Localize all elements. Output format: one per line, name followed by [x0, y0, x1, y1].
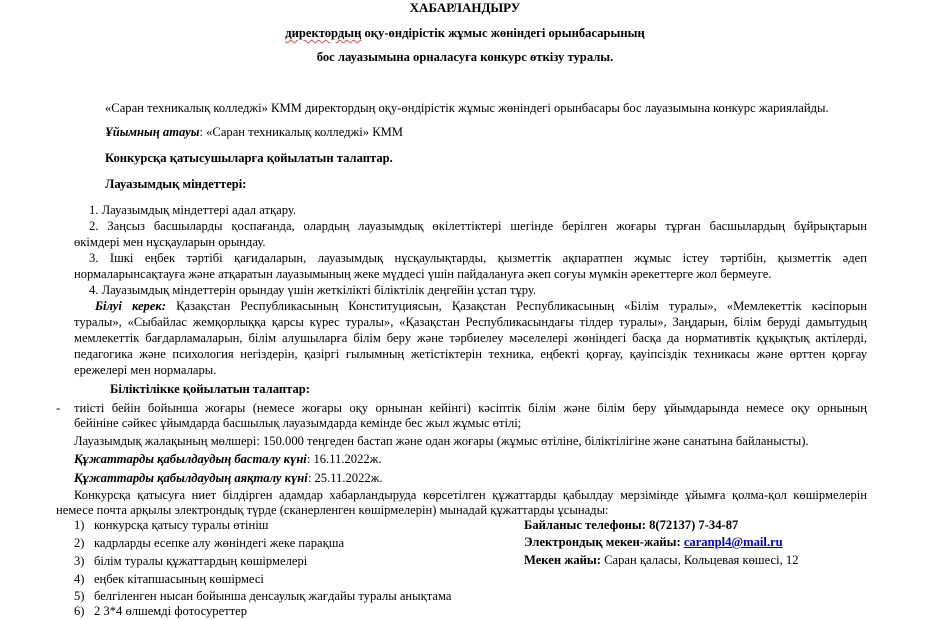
document-text: кадрларды есепке алу жөніндегі жеке парақша	[93, 536, 345, 550]
knowledge-line	[95, 299, 867, 314]
document-item	[74, 604, 247, 619]
announcement-subtitle-2: бос лауазымына орналасуға конкурс өткізу туралы.	[316, 50, 614, 64]
document-item	[74, 554, 307, 569]
knowledge-line: ережелері мен нормалары.	[74, 363, 217, 377]
document-text: белгіленген нысан бойынша денсаулық жағдайы туралы анықтама	[93, 589, 452, 603]
duty-text: Ішкі еңбек тәртібі қағидаларын, лауазымдық нұсқаулықтарды, қызметтік ақпаратпен жұмыс істеу тәртібін, қызметтік әдеп	[109, 251, 867, 265]
duty-item	[89, 219, 867, 234]
document-text: 2 3*4 өлшемді фотосуреттер	[93, 604, 248, 618]
org-line	[105, 125, 403, 140]
document-text: конкурсқа қатысу туралы өтініш	[93, 518, 269, 532]
org-value: : «Саран техникалық колледжі» КММ	[199, 125, 403, 139]
phone-label: Байланыс телефоны:	[524, 518, 646, 532]
duties-heading: Лауазымдық міндеттері:	[105, 177, 247, 191]
knowledge-line: педагогика және психология негіздерін, қазіргі ғылымның жетістіктерін техника, еңбекті қорғау, қауіпсіздік техникасы және өрттен қорғау	[74, 347, 867, 361]
requirements-heading: Конкурсқа қатысушыларға қойылатын талаптар.	[105, 151, 393, 165]
end-date-label: Құжаттарды қабылдаудың аяқталу күні	[74, 471, 308, 485]
intro-paragraph: «Саран техникалық колледжі» КММ директордың оқу-өндірістік жұмыс жөніндегі орынбасары бос лауазымына конкурс жариялайды.	[105, 101, 829, 115]
start-date-value: : 16.11.2022ж.	[306, 452, 382, 466]
document-number: 4)	[74, 572, 85, 586]
end-date-value: : 25.11.2022ж.	[307, 471, 383, 485]
document-item	[74, 518, 268, 533]
contact-email	[524, 535, 783, 550]
org-label: Ұйымның атауы	[105, 125, 200, 139]
announcement-title: ХАБАРЛАНДЫРУ	[409, 0, 521, 15]
document-number: 1)	[74, 518, 85, 532]
document-number: 5)	[74, 589, 85, 603]
address-value: Саран қаласы, Кольцевая көшесі, 12	[600, 553, 799, 567]
duty-text: Лауазымдық міндеттерін орындау үшін жеткілікті біліктілік деңгейін ұстап тұру.	[101, 283, 537, 297]
duty-number: 1.	[89, 203, 99, 217]
document-number: 6)	[74, 604, 85, 618]
announcement-subtitle-1	[0, 26, 930, 41]
document-text: білім туралы құжаттардың көшірмелері	[93, 554, 308, 568]
knowledge-line: мемлекеттік бағдарламаларын, білім алушыларға білім беру және тәрбиелеу мәселелері жөніндегі басқа да нормативтік құқықтық актілерді,	[74, 331, 867, 345]
duty-item	[89, 251, 867, 266]
contact-phone	[524, 518, 738, 533]
start-date-line	[74, 452, 382, 467]
duty-item	[89, 203, 296, 218]
duty-continuation: нормаларынсақтауға және атқаратын лауазымының жеке мүддесі үшін пайдалануға әкеп соғуы мүмкін әрекеттерге жол бермеуге.	[74, 267, 772, 281]
duty-text: Лауазымдық міндеттері адал атқару.	[101, 203, 297, 217]
qualification-text: тиісті бейін бойынша жоғары (немесе жоғары оқу орнынан кейінгі) кәсіптік білім және білім беру ұйымдарында немесе оқу орнының	[74, 401, 867, 415]
email-link[interactable]: caranpl4@mail.ru	[683, 535, 783, 549]
salary-line: Лауазымдық жалақының мөлшері: 150.000 теңгеден бастап және одан жоғары (жұмыс өтіліне, біліктілігіне және санатына байланысты).	[74, 434, 809, 448]
duty-number: 3.	[89, 251, 99, 265]
subtitle-rest: оқу-өндірістік жұмыс жөніндегі орынбасарының	[361, 26, 645, 40]
duty-number: 4.	[89, 283, 99, 297]
document-item	[74, 536, 344, 551]
duty-text: Заңсыз басшыларды қоспағанда, олардың лауазымдық өкілеттіктері шегінде берілген жоғары тұрған басшылардың бұйрықтарын	[107, 219, 867, 233]
contact-address	[524, 553, 799, 568]
qualification-heading: Біліктілікке қойылатын талаптар:	[110, 382, 310, 396]
submission-text: немесе почта арқылы электрондық түрде (сканерленген көшірмелерін) мынадай құжаттарды ұсынады:	[56, 503, 609, 517]
address-label: Мекен жайы:	[524, 553, 601, 567]
knowledge-line: туралы», «Сыбайлас жемқорлыққа қарсы күрес туралы», «Қазақстан Республикасындағы тілдер туралы», Заңдарын, білім беруді дамытудың	[74, 315, 867, 329]
phone-value: 8(72137) 7-34-87	[645, 518, 739, 532]
subtitle-word: директордың	[285, 26, 362, 40]
end-date-line	[74, 471, 383, 486]
submission-text: Конкурсқа қатысуға ниет білдірген адамдар хабарландыруда көрсетілген құжаттарды қабылдау мерзімінде ұйымға қолма-қол көшірмелерін	[74, 488, 867, 502]
document-text: еңбек кітапшасының көшірмесі	[93, 572, 264, 586]
document-item	[74, 589, 451, 604]
duty-number: 2.	[89, 219, 99, 233]
document-item	[74, 572, 264, 587]
document-number: 2)	[74, 536, 85, 550]
duty-item	[89, 283, 536, 298]
duty-continuation: өкімдері мен нұсқауларын орындау.	[74, 235, 266, 249]
knowledge-label: Білуі керек:	[95, 299, 167, 313]
document-number: 3)	[74, 554, 85, 568]
knowledge-text: Қазақстан Республикасының Конституциясын, Қазақстан Республикасының «Білім туралы», «Мемлекеттік кәсіпорын	[166, 299, 867, 313]
qualification-bullet: -	[56, 401, 61, 415]
start-date-label: Құжаттарды қабылдаудың басталу күні	[74, 452, 307, 466]
email-label: Электрондық мекен-жайы:	[524, 535, 681, 549]
qualification-text: бейініне сәйкес ұйымдарда басшылық лауазымдарда кемінде бес жыл жұмыс өтілі;	[74, 416, 522, 430]
